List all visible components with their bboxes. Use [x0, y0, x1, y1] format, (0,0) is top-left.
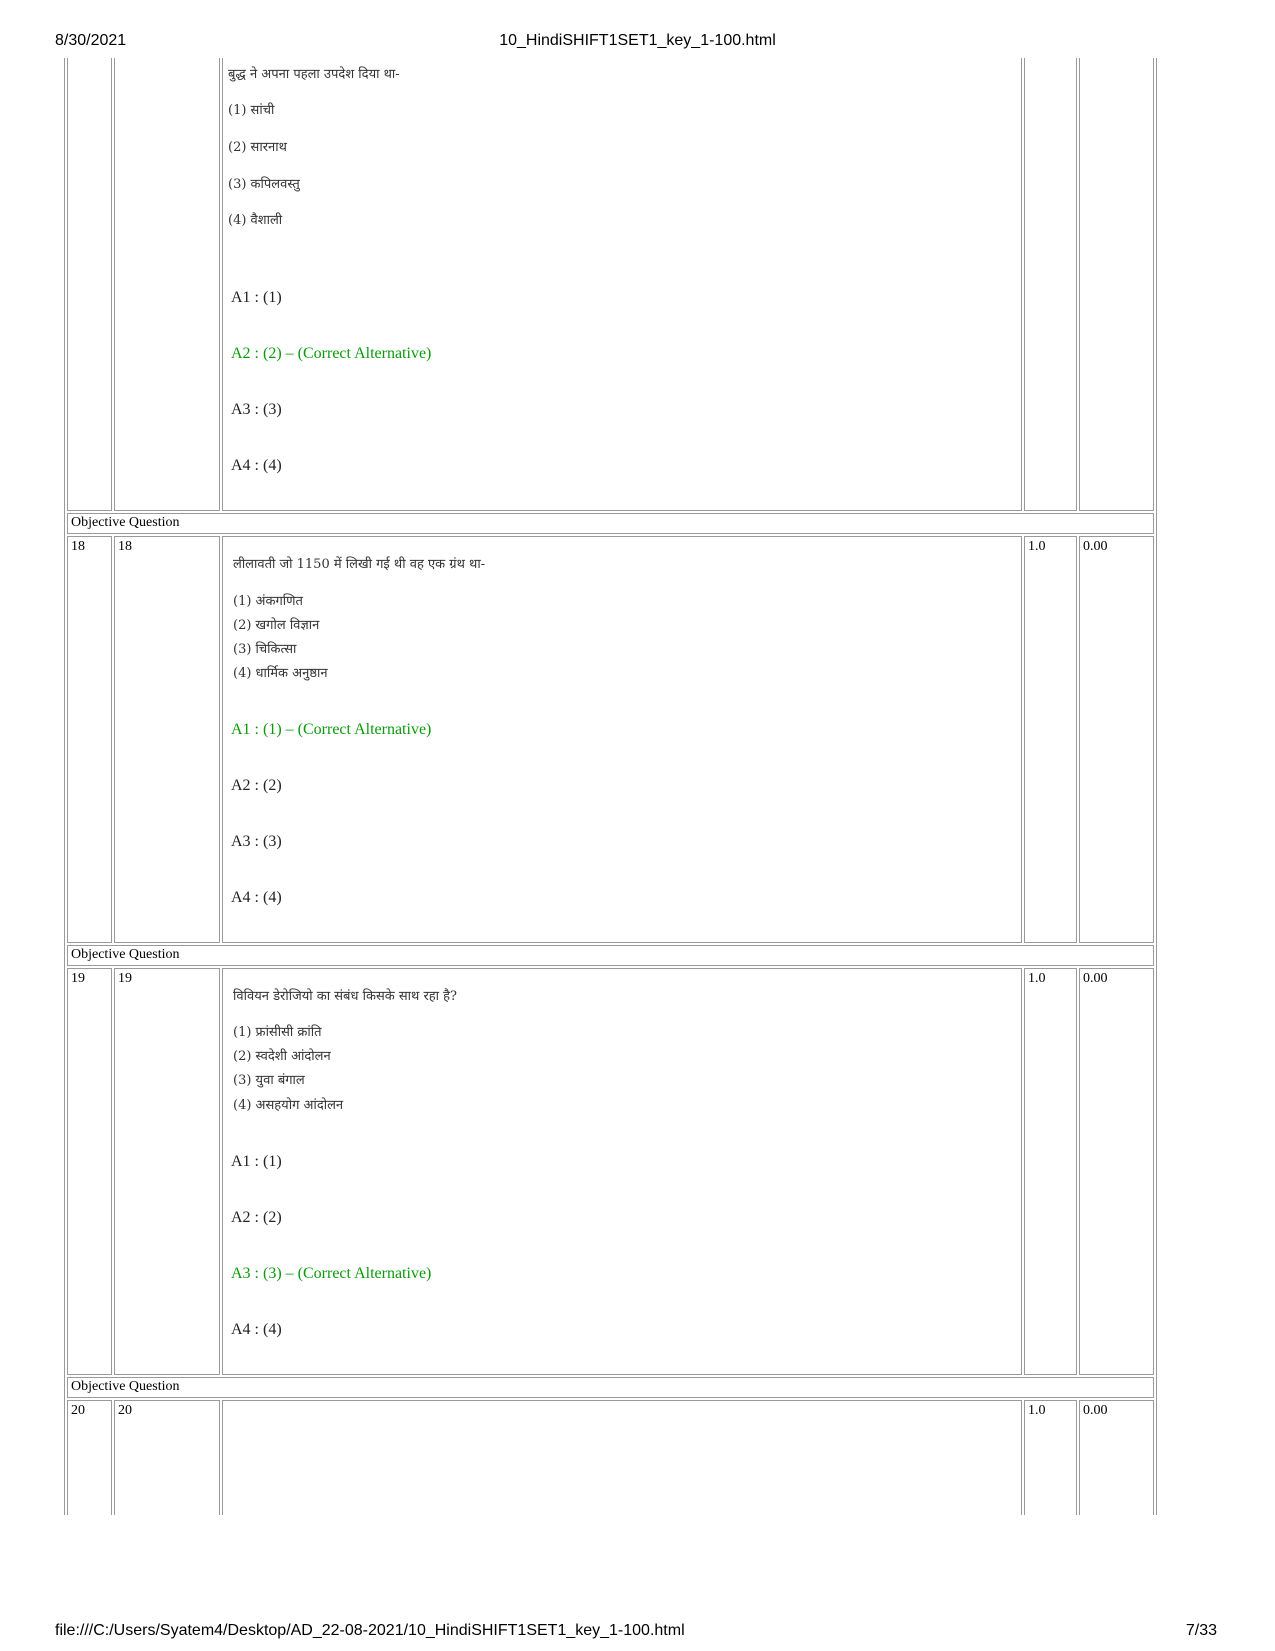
- q17-cell-question: [222, 58, 1022, 511]
- q17-question-text: बुद्ध ने अपना पहला उपदेश दिया था-: [228, 67, 400, 82]
- q18-cell-neg: [1079, 536, 1154, 943]
- section-label: Objective Question: [71, 1379, 180, 1394]
- q19-marks: 1.0: [1028, 971, 1046, 986]
- q18-negative-marks: 0.00: [1083, 539, 1108, 554]
- q19-cell-qid: [114, 968, 220, 1375]
- q19-option-1: (1) फ्रांसीसी क्रांति: [233, 1025, 322, 1040]
- q17-option-2: (2) सारनाथ: [228, 140, 287, 155]
- q17-cell-sno: [67, 58, 112, 511]
- section-label-row: [67, 945, 1154, 966]
- q19-option-4: (4) असहयोग आंदोलन: [233, 1098, 344, 1113]
- q18-cell-question: [222, 536, 1022, 943]
- section-label-row: [67, 513, 1154, 534]
- q18-option-3: (3) चिकित्सा: [233, 642, 297, 657]
- q17-option-4: (4) वैशाली: [228, 213, 283, 228]
- header-date: 8/30/2021: [55, 32, 127, 49]
- q18-cell-marks: [1024, 536, 1077, 943]
- q20-cell-question: [222, 1400, 1022, 1515]
- q19-alt-3-correct: A3 : (3) – (Correct Alternative): [231, 1265, 432, 1282]
- q17-alt-4: A4 : (4): [231, 457, 282, 474]
- q18-question-text: लीलावती जो 1150 में लिखी गई थी वह एक ग्रंथ था-: [233, 557, 486, 572]
- q18-option-4: (4) धार्मिक अनुष्ठान: [233, 666, 328, 681]
- q19-alt-2: A2 : (2): [231, 1209, 282, 1226]
- q19-cell-marks: [1024, 968, 1077, 1375]
- q18-alt-3: A3 : (3): [231, 833, 282, 850]
- section-label-row: [67, 1377, 1154, 1398]
- q17-option-3: (3) कपिलवस्तु: [228, 177, 300, 192]
- q18-alt-1-correct: A1 : (1) – (Correct Alternative): [231, 721, 432, 738]
- q19-question-id: 19: [118, 971, 132, 986]
- q20-serial-number: 20: [71, 1403, 85, 1418]
- q19-negative-marks: 0.00: [1083, 971, 1108, 986]
- q17-alt-2-correct: A2 : (2) – (Correct Alternative): [231, 345, 432, 362]
- q18-serial-number: 18: [71, 539, 85, 554]
- header-title: 10_HindiSHIFT1SET1_key_1-100.html: [499, 32, 776, 49]
- q18-alt-2: A2 : (2): [231, 777, 282, 794]
- q17-cell-neg: [1079, 58, 1154, 511]
- footer-file-path[interactable]: file:///C:/Users/Syatem4/Desktop/AD_22-08-2021/10_HindiSHIFT1SET1_key_1-100.html: [55, 1622, 685, 1639]
- q20-marks: 1.0: [1028, 1403, 1046, 1418]
- footer-page-number: 7/33: [1185, 1622, 1217, 1639]
- q17-option-1: (1) सांची: [228, 103, 275, 118]
- q19-option-3: (3) युवा बंगाल: [233, 1073, 305, 1088]
- q18-alt-4: A4 : (4): [231, 889, 282, 906]
- q20-question-id: 20: [118, 1403, 132, 1418]
- q19-alt-4: A4 : (4): [231, 1321, 282, 1338]
- q19-serial-number: 19: [71, 971, 85, 986]
- q19-alt-1: A1 : (1): [231, 1153, 282, 1170]
- q17-cell-marks: [1024, 58, 1077, 511]
- q20-negative-marks: 0.00: [1083, 1403, 1108, 1418]
- q19-cell-sno: [67, 968, 112, 1375]
- q19-cell-neg: [1079, 968, 1154, 1375]
- q18-option-2: (2) खगोल विज्ञान: [233, 618, 320, 633]
- q17-alt-3: A3 : (3): [231, 401, 282, 418]
- q18-marks: 1.0: [1028, 539, 1046, 554]
- q18-cell-sno: [67, 536, 112, 943]
- q19-question-text: विवियन डेरोजियो का संबंध किसके साथ रहा है?: [233, 989, 458, 1004]
- q18-option-1: (1) अंकगणित: [233, 594, 303, 609]
- q17-cell-qid: [114, 58, 220, 511]
- section-label: Objective Question: [71, 947, 180, 962]
- q18-cell-qid: [114, 536, 220, 943]
- table-outer-right-rule: [1156, 58, 1157, 1515]
- q18-question-id: 18: [118, 539, 132, 554]
- q19-cell-question: [222, 968, 1022, 1375]
- section-label: Objective Question: [71, 515, 180, 530]
- q19-option-2: (2) स्वदेशी आंदोलन: [233, 1049, 331, 1064]
- table-outer-left-rule: [64, 58, 65, 1515]
- q17-alt-1: A1 : (1): [231, 289, 282, 306]
